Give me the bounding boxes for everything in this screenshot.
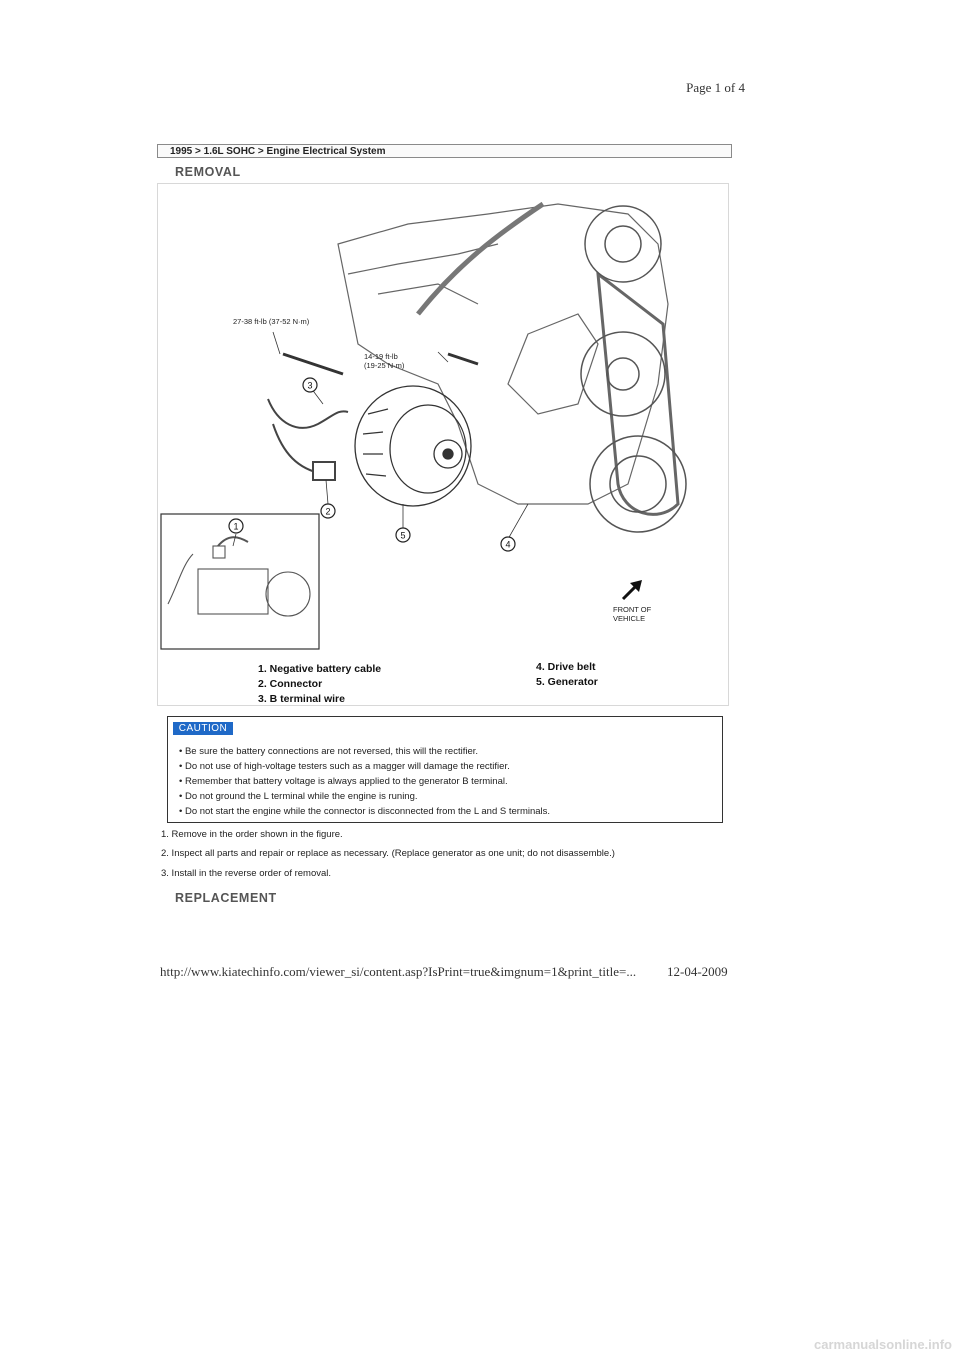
generator-bracket bbox=[508, 314, 598, 414]
watermark: carmanualsonline.info bbox=[814, 1337, 952, 1352]
short-bolt bbox=[448, 354, 478, 364]
leader-4 bbox=[508, 504, 528, 539]
torque-label-short-2: (19-25 N·m) bbox=[364, 361, 405, 370]
engine-detail-line bbox=[348, 244, 498, 274]
legend-item-2: 2. Connector bbox=[258, 678, 323, 690]
leader-2 bbox=[326, 480, 328, 504]
callout-1: 1 bbox=[233, 521, 239, 532]
front-label-2: VEHICLE bbox=[613, 614, 646, 623]
torque-label-long: 27-38 ft-lb (37-52 N·m) bbox=[233, 317, 310, 326]
caution-list bbox=[179, 744, 550, 819]
section-title-replacement: REPLACEMENT bbox=[175, 891, 277, 905]
generator-shaft bbox=[443, 449, 453, 459]
step-item: 3. Install in the reverse order of removal. bbox=[161, 867, 332, 879]
upper-pulley-hub bbox=[605, 226, 641, 262]
b-terminal-wire bbox=[268, 399, 348, 428]
callout-3: 3 bbox=[307, 380, 313, 391]
procedure-steps bbox=[161, 828, 615, 886]
front-arrow-icon bbox=[623, 580, 642, 599]
generator-fins bbox=[363, 409, 388, 476]
page-number: Page 1 of 4 bbox=[686, 80, 745, 95]
caution-item: • Do not ground the L terminal while the engine is runing. bbox=[179, 791, 418, 802]
generator-removal-diagram bbox=[158, 184, 730, 707]
long-bolt bbox=[283, 354, 343, 374]
generator-body bbox=[355, 386, 471, 506]
crank-pulley bbox=[581, 332, 665, 416]
legend-item-1: 1. Negative battery cable bbox=[258, 663, 382, 675]
caution-item: • Do not start the engine while the connector is disconnected from the L and S terminals. bbox=[179, 806, 551, 817]
step-item: 2. Inspect all parts and repair or replace as necessary. (Replace generator as one unit; do not disassemble.) bbox=[161, 848, 615, 860]
legend-item-4: 4. Drive belt bbox=[536, 661, 596, 673]
breadcrumb: 1995 > 1.6L SOHC > Engine Electrical System bbox=[157, 144, 732, 158]
caution-item: • Be sure the battery connections are not reversed, this will the rectifier. bbox=[179, 746, 479, 757]
caution-item: • Remember that battery voltage is always applied to the generator B terminal. bbox=[179, 776, 508, 787]
torque-label-short-1: 14-19 ft-lb bbox=[364, 352, 398, 361]
legend-item-3: 3. B terminal wire bbox=[258, 693, 345, 705]
callout-4: 4 bbox=[505, 539, 511, 550]
step-item: 1. Remove in the order shown in the figure. bbox=[161, 829, 343, 840]
battery-inset-frame bbox=[161, 514, 319, 649]
footer-date: 12-04-2009 bbox=[667, 964, 728, 979]
connector-block bbox=[313, 462, 335, 480]
caution-box bbox=[167, 716, 723, 823]
front-label-1: FRONT OF bbox=[613, 605, 652, 614]
footer-url-link[interactable]: http://www.kiatechinfo.com/viewer_si/content.asp?IsPrint=true&imgnum=1&print_title=... bbox=[160, 964, 637, 979]
section-title-removal: REMOVAL bbox=[175, 165, 241, 179]
generator-face bbox=[390, 405, 466, 493]
legend-item-5: 5. Generator bbox=[536, 676, 598, 688]
leader-torque-short bbox=[438, 352, 448, 362]
caution-item: • Do not use of high-voltage testers such as a magger will damage the rectifier. bbox=[179, 761, 510, 772]
callout-5: 5 bbox=[400, 530, 406, 541]
leader-torque-long bbox=[273, 332, 280, 354]
caution-badge: CAUTION bbox=[173, 722, 233, 735]
removal-figure bbox=[157, 183, 729, 706]
callout-2: 2 bbox=[325, 506, 331, 517]
upper-pulley bbox=[585, 206, 661, 282]
crank-pulley-hub bbox=[607, 358, 639, 390]
